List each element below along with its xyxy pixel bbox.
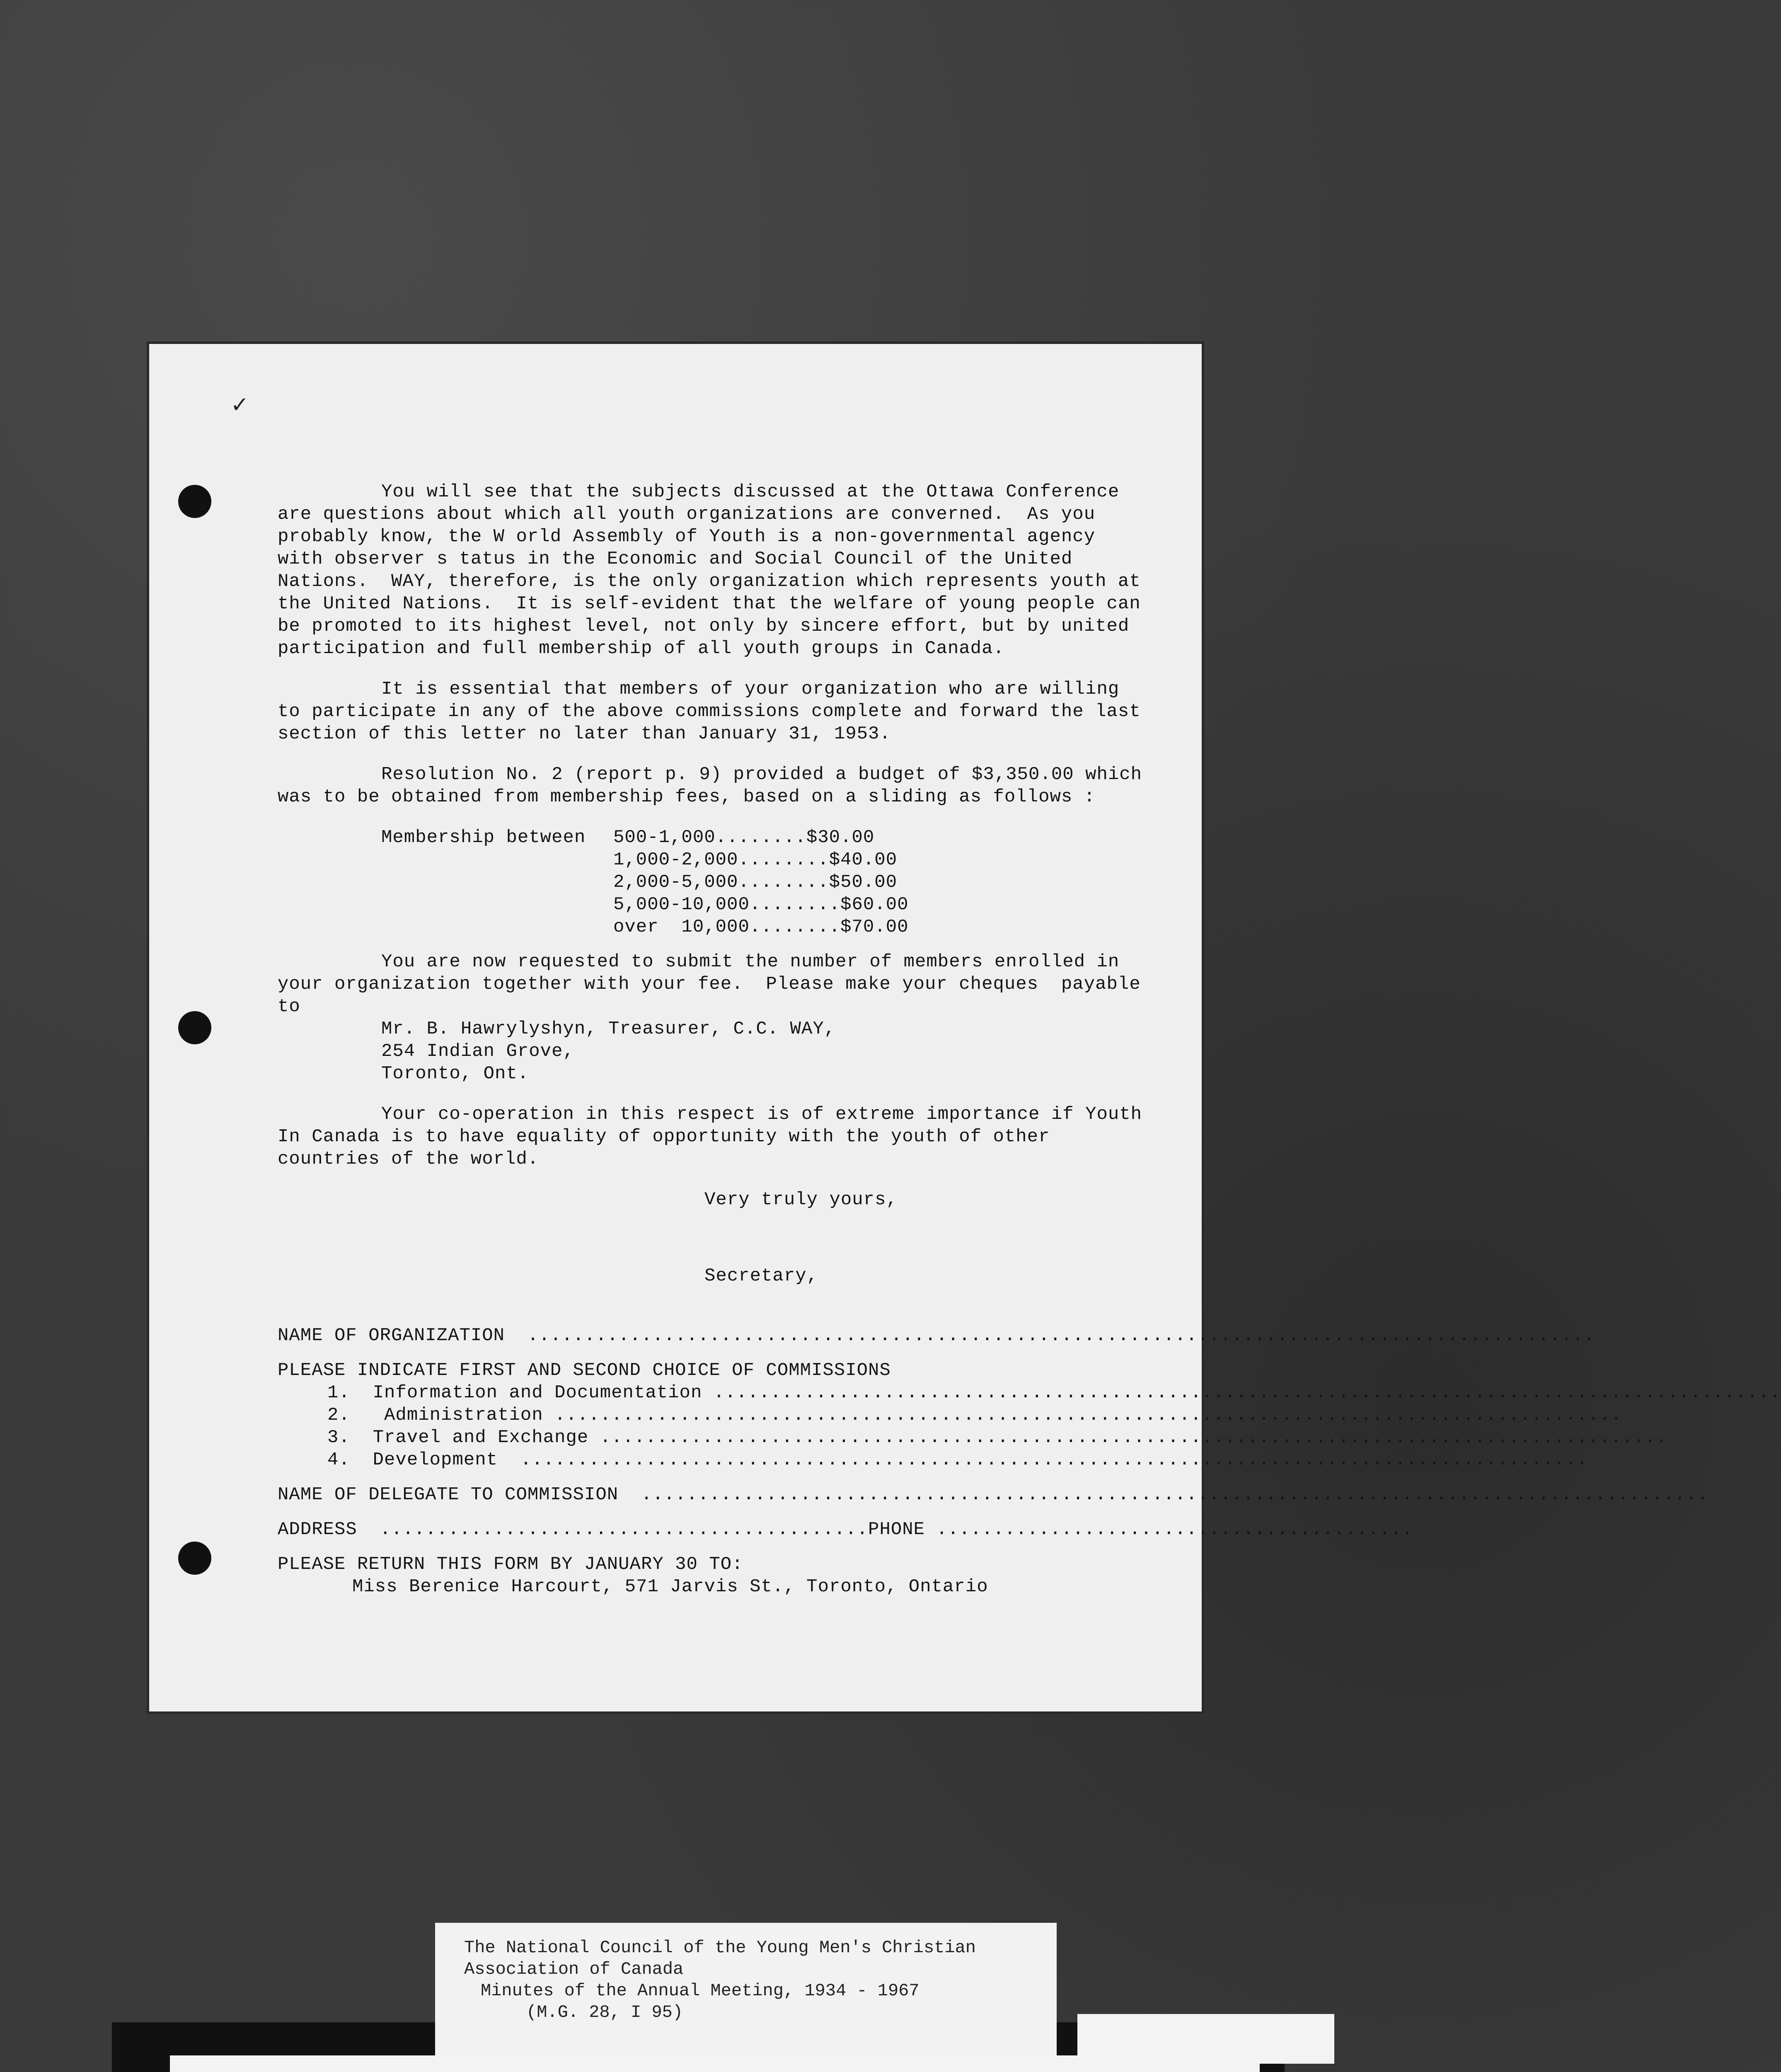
paragraph-way-intro: You will see that the subjects discussed at the Ottawa Conference are questions about which all youth organizations are converned. As you probably know, the W orld Assembly of Youth is a non-governmental agency with observer s tatus in the Economic and Social Council of the United Nations. WAY, therefore, is the only organization which represents youth at the United Nations. It is self-evident that the welfare of young people can be promoted to its highest level, not only by sincere effort, but by united participation and full membership of all youth groups in Canada. [278,482,1152,659]
commission-choice-heading: PLEASE INDICATE FIRST AND SECOND CHOICE OF COMMISSIONS [278,1360,891,1381]
fee-label: Membership between [381,827,586,848]
letter-body [278,481,1781,1598]
commission-option[interactable]: 4. Development .............................................................................................. [327,1450,1588,1470]
address-line: Mr. B. Hawrylyshyn, Treasurer, C.C. WAY, [381,1019,836,1039]
organization-field[interactable]: NAME OF ORGANIZATION .............................................................................................. [278,1325,1595,1346]
fee-row: 5,000-10,000........$60.00 [613,894,909,915]
phone-label: PHONE [868,1519,925,1540]
paragraph-budget: Resolution No. 2 (report p. 9) provided a budget of $3,350.00 which was to be obtained from membership fees, based on a sliding as follows : [278,764,1154,807]
commission-option[interactable]: 3. Travel and Exchange .............................................................................................. [327,1427,1667,1448]
membership-fee-table [381,826,1144,938]
address-line: 254 Indian Grove, [381,1041,574,1062]
fee-row: 500-1,000........$30.00 [613,827,875,848]
fee-row: 1,000-2,000........$40.00 [613,850,898,870]
signature-title: Secretary, [704,1266,818,1286]
commission-option[interactable]: 1. Information and Documentation .............................................................................................. [327,1382,1781,1403]
address-phone-field[interactable]: ADDRESS ........................................... PHONE .......................................... [278,1519,1413,1540]
archive-stamp [170,2055,1260,2072]
handwritten-tick: ✓ [232,392,247,420]
reply-form [278,1324,1781,1598]
document-page [149,344,1781,1711]
fee-row: 2,000-5,000........$50.00 [613,872,898,893]
treasurer-address [381,1018,1144,1085]
collection-reference: (M.G. 28, I 95) [526,2002,683,2022]
punch-hole [178,1542,211,1575]
collection-line: Minutes of the Annual Meeting, 1934 - 1967 [481,1981,920,2001]
closing: Very truly yours, [704,1189,898,1210]
punch-hole [178,485,211,518]
address-line: Toronto, Ont. [381,1063,529,1084]
paragraph-commissions: It is essential that members of your organization who are willing to participate in any of the above commissions complete and forward the last section of this letter no later than January 31, 1953. [278,679,1152,744]
return-address: Miss Berenice Harcourt, 571 Jarvis St., Toronto, Ontario [352,1576,988,1597]
collection-line: The National Council of the Young Men's Christian [464,1938,976,1958]
fee-row: over 10,000........$70.00 [613,917,909,937]
commission-option[interactable]: 2. Administration .............................................................................................. [327,1405,1622,1426]
delegate-field[interactable]: NAME OF DELEGATE TO COMMISSION .............................................................................................. [278,1484,1708,1505]
paragraph-fee-request: You are now requested to submit the number of members enrolled in your organization together with your fee. Please make your cheques payable to [278,951,1152,1017]
paragraph-cooperation: Your co-operation in this respect is of extreme importance if Youth In Canada is to have equality of opportunity with the youth of other countries of the world. [278,1104,1154,1169]
collection-line: Association of Canada [464,1959,684,1979]
collection-label [435,1923,1057,2055]
punch-hole [178,1011,211,1044]
return-instructions: PLEASE RETURN THIS FORM BY JANUARY 30 TO: [278,1554,743,1575]
